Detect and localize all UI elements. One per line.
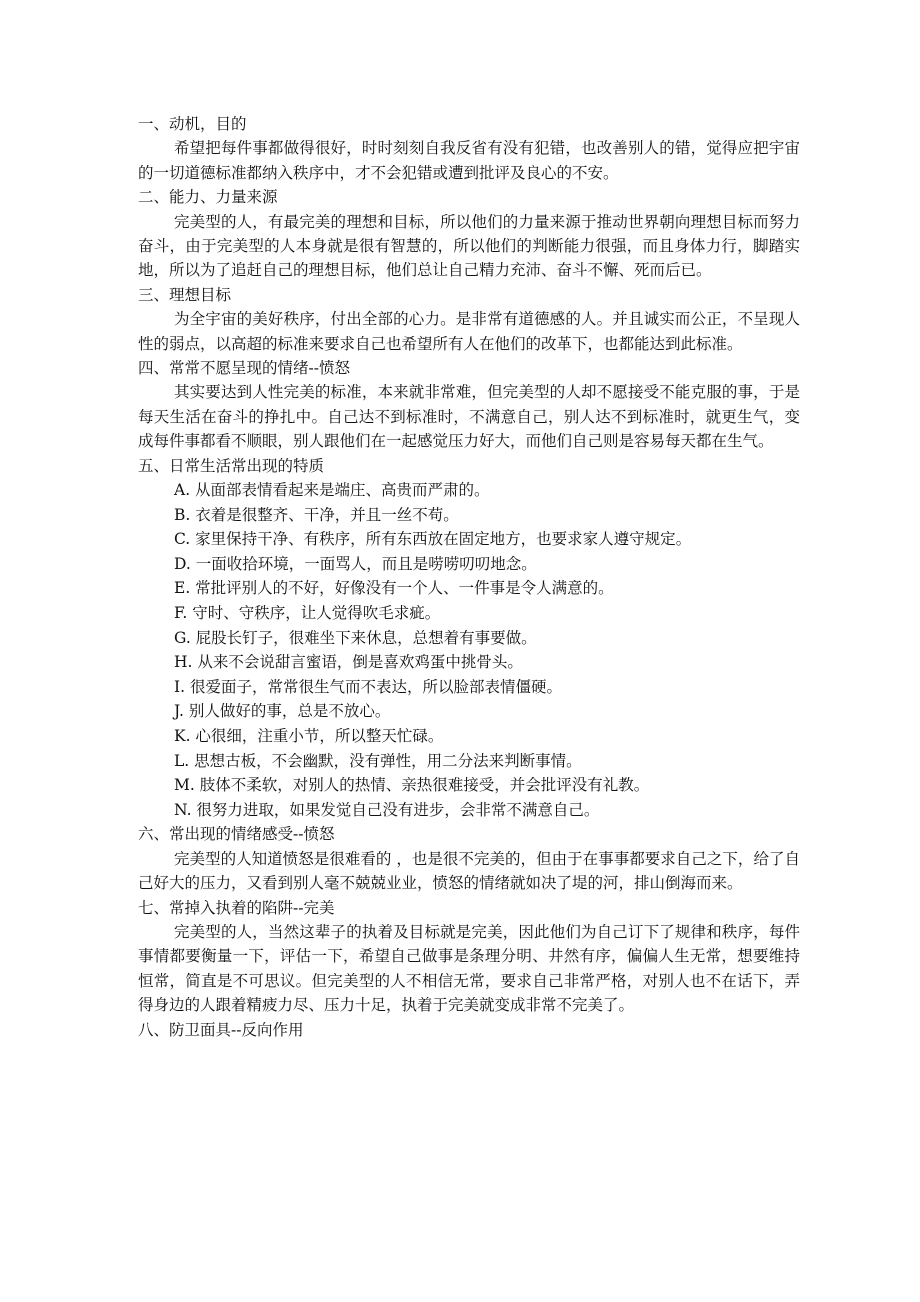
list-item: E. 常批评别人的不好，好像没有一个人、一件事是令人满意的。 [174, 579, 614, 598]
section-paragraph: 为全宇宙的美好秩序，付出全部的心力。是非常有道德感的人。并且诚实而公正，不呈现人性的弱点，以高超的标准来要求自己也希望所有人在他们的改革下，也都能达到此标准。 [138, 310, 800, 353]
list-item: M. 肢体不柔软，对别人的热情、亲热很难接受，并会批评没有礼教。 [174, 776, 650, 795]
list-item: D. 一面收拾环境，一面骂人，而且是唠唠叨叨地念。 [174, 554, 537, 573]
list-item: F. 守时、守秩序，让人觉得吹毛求疵。 [174, 604, 441, 623]
list-item: I. 很爱面子，常常很生气而不表达，所以脸部表情僵硬。 [174, 677, 562, 696]
list-item: C. 家里保持干净、有秩序，所有东西放在固定地方，也要求家人遵守规定。 [174, 530, 692, 549]
section-heading: 八、防卫面具--反向作用 [138, 1020, 304, 1039]
list-item: G. 屁股长钉子，很难坐下来休息，总想着有事要做。 [174, 628, 537, 647]
list-item: H. 从来不会说甜言蜜语，倒是喜欢鸡蛋中挑骨头。 [174, 653, 523, 672]
document-body [138, 112, 800, 1042]
section-heading: 七、常掉入执着的陷阱--完美 [138, 898, 335, 917]
list-item: K. 心很细，注重小节，所以整天忙碌。 [174, 727, 444, 746]
section-paragraph: 完美型的人，有最完美的理想和目标，所以他们的力量来源于推动世界朝向理想目标而努力奋斗，由于完美型的人本身就是很有智慧的，所以他们的判断能力很强，而且身体力行，脚踏实地，所以为了追赶自己的理想目标，他们总让自己精力充沛、奋斗不懈、死而后已。 [138, 212, 800, 280]
list-item: B. 衣着是很整齐、干净，并且一丝不苟。 [174, 505, 459, 524]
list-item: A. 从面部表情看起来是端庄、高贵而严肃的。 [174, 481, 490, 500]
section-heading: 四、常常不愿呈现的情绪--愤怒 [138, 359, 350, 378]
section-heading: 一、动机，目的 [138, 115, 247, 133]
section-heading: 二、能力、力量来源 [138, 188, 278, 207]
section-paragraph: 其实要达到人性完美的标准，本来就非常难，但完美型的人却不愿接受不能克服的事，于是每天生活在奋斗的挣扎中。自己达不到标准时，不满意自己，别人达不到标准时，就更生气，变成每件事都看不顺眼，别人跟他们在一起感觉压力好大，而他们自己则是容易每天都在生气。 [138, 383, 800, 451]
section-heading: 六、常出现的情绪感受--愤怒 [138, 825, 335, 844]
section-paragraph: 完美型的人，当然这辈子的执着及目标就是完美，因此他们为自己订下了规律和秩序，每件事情都要衡量一下，评估一下，希望自己做事是条理分明、井然有序，偏偏人生无常，想要维持恒常，简直是不可思议。但完美型的人不相信无常，要求自己非常严格，对别人也不在话下，弄得身边的人跟着精疲力尽、压力十足，执着于完美就变成非常不完美了。 [138, 923, 800, 1015]
section-paragraph: 希望把每件事都做得很好，时时刻刻自我反省有没有犯错，也改善别人的错，觉得应把宇宙的一切道德标准都纳入秩序中，才不会犯错或遭到批评及良心的不安。 [138, 139, 800, 182]
list-item: N. 很努力进取，如果发觉自己没有进步，会非常不满意自己。 [174, 800, 600, 819]
section-heading: 三、理想目标 [138, 285, 232, 304]
list-item: J. 别人做好的事，总是不放心。 [174, 702, 391, 721]
section-heading: 五、日常生活常出现的特质 [138, 456, 325, 475]
section-paragraph: 完美型的人知道愤怒是很难看的 ，也是很不完美的，但由于在事事都要求自己之下，给了自己好大的压力，又看到别人毫不兢兢业业，愤怒的情绪就如决了堤的河，排山倒海而来。 [138, 849, 800, 893]
trait-list [138, 478, 800, 822]
list-item: L. 思想古板，不会幽默，没有弹性，用二分法来判断事情。 [174, 751, 582, 770]
